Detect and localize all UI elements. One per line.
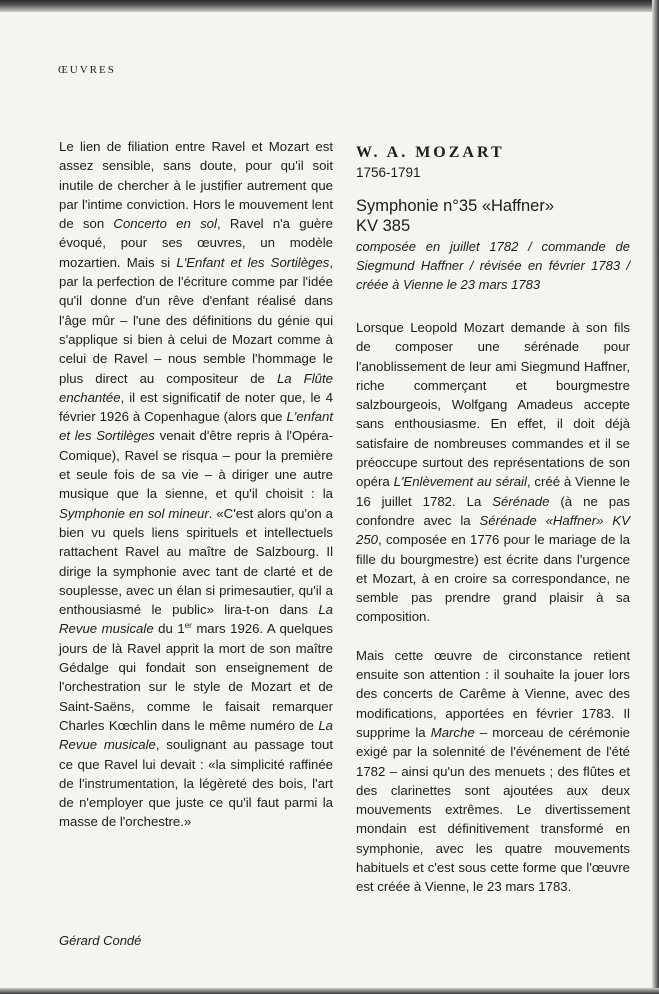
composer-name: W. A. MOZART	[356, 144, 505, 161]
scan-edge-bottom	[0, 988, 659, 994]
italic-title: L'Enfant et les Sortilèges	[176, 254, 330, 270]
work-info: composée en juillet 1782 / commande de Siegmund Haffner / révisée en février 1783 / créée à Vienne le 23 mars 1783	[356, 239, 630, 292]
text-run: . «C'est alors qu'on a bien vu quels liens spirituels et intellectuels rattachent Ravel au maître de Salzbourg. Il dirige la symphonie avec tant de clarté et de souplesse, avec un élan si primesautier, qu'il a enthousiasmé le public» lira-t-on dans	[59, 505, 333, 618]
catalogue-number: KV 385	[356, 216, 411, 235]
italic-title: La Flûte enchantée	[59, 370, 333, 405]
running-head: ŒUVRES	[58, 64, 116, 76]
essay-paragraph	[59, 137, 333, 832]
note-paragraph-2	[356, 646, 630, 897]
text-run: Le lien de filiation entre Ravel et Mozart est assez sensible, sans doute, pour qu'il soit inutile de chercher à le justifier autrement que par l'intime conviction. Hors le mouvement lent de son	[59, 139, 333, 232]
italic-title: La Revue musicale	[59, 717, 333, 753]
text-run: mars 1926. A quelques jours de là Ravel apprit la mort de son maître Gédalge qui fondait son enseignement de l'orchestration sur le style de Mozart et de Saint-Saëns, comme le faisait remarquer Charles Kœchlin dans le même numéro de	[59, 621, 333, 733]
scan-edge-top	[0, 0, 659, 12]
text-run: , par la perfection de l'écriture comme par l'idée qu'il donne d'un rêve d'enfant réalisé dans l'âge mûr – l'une des définitions du génie qui s'applique si bien à celui de Mozart comme à celui de Ravel – nous semble l'hommage le plus direct au compositeur de	[59, 254, 333, 386]
italic-title: L'enfant et les Sortilèges	[59, 409, 333, 444]
program-note-column	[356, 137, 630, 897]
work-title: Symphonie n°35 «Haffner»	[356, 197, 555, 215]
text-run: Mais cette œuvre de circonstance retient ensuite son attention : il souhaite la jouer lors des concerts de Carême à Vienne, avec des modifications, apportées en février 1783. Il supprime la	[356, 647, 630, 740]
author-signature: Gérard Condé	[59, 933, 142, 948]
text-run: , Ravel n'a guère évoqué, pour ses œuvres, un modèle mozartien. Mais si	[59, 216, 333, 270]
italic-title: Marche	[430, 724, 475, 740]
italic-title: Sérénade «Haffner» KV 250	[356, 512, 630, 548]
superscript: er	[184, 621, 192, 631]
note-paragraph-1	[356, 318, 630, 627]
italic-title: Symphonie en sol mineur	[59, 505, 209, 521]
text-run: , il est significatif de noter que, le 4 février 1926 à Copenhague (alors que	[59, 389, 333, 425]
scan-edge-right	[652, 0, 659, 994]
italic-title: Concerto en sol	[113, 216, 217, 232]
text-run: , composée en 1776 pour le mariage de la fille du bourgmestre) est écrite dans l'urgence et Mozart, à en croire sa correspondance, ne semble pas prendre grand plaisir à sa composition.	[356, 532, 630, 625]
text-run: du 1	[153, 621, 185, 637]
text-run: venait d'être repris à l'Opéra-Comique), Ravel se risqua – pour la première et seule fois de sa vie – à diriger une autre musique que la sienne, et qu'il choisit : la	[59, 428, 333, 502]
essay-column	[59, 137, 333, 832]
composer-dates: 1756-1791	[356, 165, 421, 180]
text-run: , soulignant au passage tout ce que Ravel lui devait : «la simplicité raffinée de l'instrumentation, la légèreté des bois, l'art de n'employer que juste ce qu'il faut parmi la masse de l'orchestre.»	[59, 737, 334, 830]
text-run: Lorsque Leopold Mozart demande à son fils de composer une sérénade pour l'anoblissement de leur ami Siegmund Haffner, riche commerçant et bourgmestre salzbourgeois, Wolfgang Amadeus accepte sans enthousiasme. En effet, il doit déjà satisfaire de nombreuses commandes et il se préoccupe surtout des représentations de son opéra	[356, 320, 630, 490]
text-run: (à ne pas confondre avec la	[356, 493, 630, 528]
text-run: – morceau de cérémonie exigé par la solennité de l'événement de l'été 1782 – ainsi qu'un des menuets ; des flûtes et des clarinettes sont ajoutées aux deux mouvements extrêmes. Le divertissement mondain est définitivement transformé en symphonie, avec les quatre mouvements habituels et c'est sous cette forme que l'œuvre est créée à Vienne, le 23 mars 1783.	[356, 724, 630, 895]
text-run: , créé à Vienne le 16 juillet 1782. La	[356, 474, 630, 509]
italic-title: Sérénade	[492, 493, 550, 509]
italic-title: L'Enlèvement au sérail	[393, 474, 527, 490]
italic-title: La Revue musicale	[59, 602, 333, 637]
